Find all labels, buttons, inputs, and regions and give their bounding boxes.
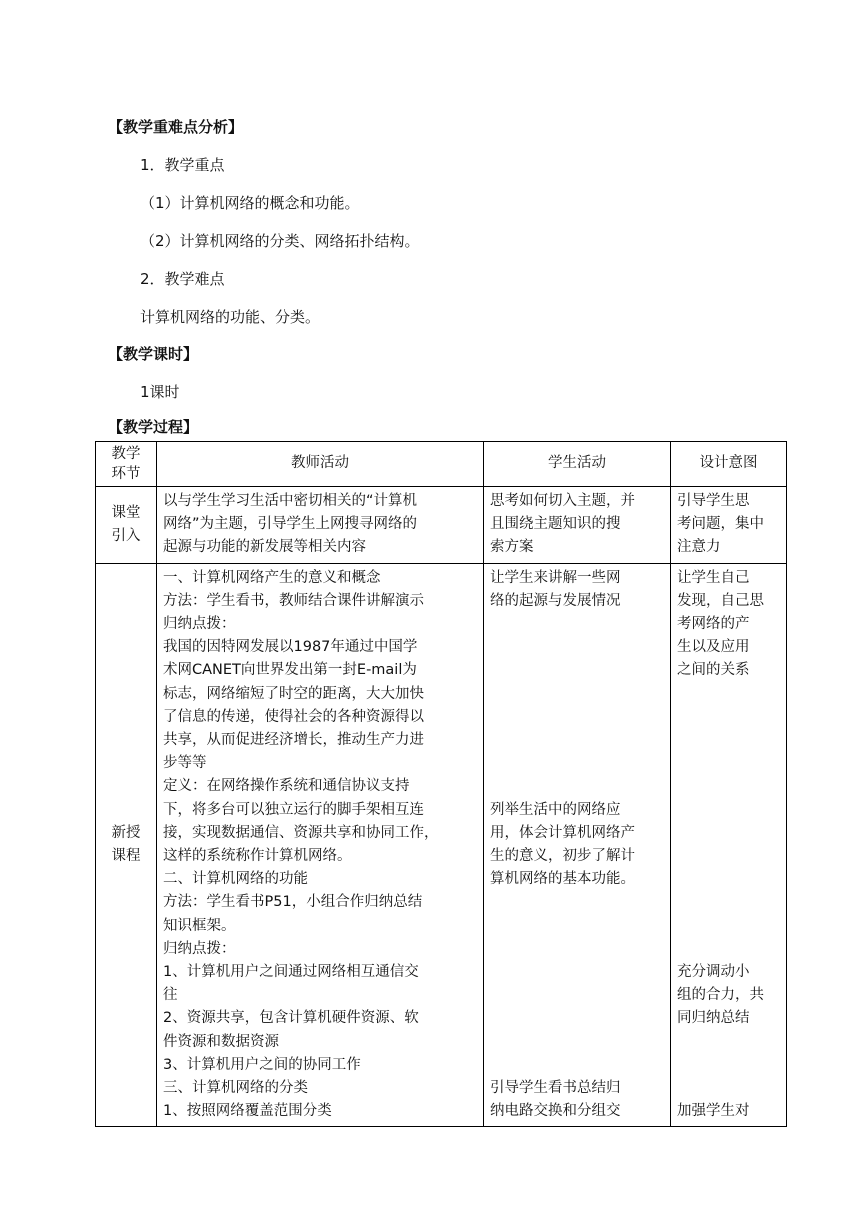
cell-line — [490, 1030, 664, 1053]
cell-line: 加强学生对 — [677, 1103, 750, 1120]
cell-line — [490, 659, 664, 682]
header-stage — [96, 442, 157, 487]
cell-line: 接，实现数据通信、资源共享和协同工作， — [163, 824, 439, 841]
cell-line: 发现，自己思 — [677, 592, 764, 609]
cell-line — [677, 1054, 780, 1077]
cell-line: 注意力 — [677, 539, 721, 556]
teacher-cell — [157, 487, 484, 564]
cell-line: 了信息的传递，使得社会的各种资源得以 — [163, 708, 424, 725]
cell-line: 归纳点拨： — [163, 616, 236, 633]
cell-line — [490, 938, 664, 961]
cell-line: 一、计算机网络产生的意义和概念 — [163, 569, 381, 586]
cell-line — [490, 775, 664, 798]
cell-line — [490, 752, 664, 775]
stage-cell — [96, 563, 157, 1127]
cell-line: 索方案 — [490, 539, 534, 556]
process-heading: 【教学过程】 — [108, 418, 199, 436]
cell-line: 考网络的产 — [677, 616, 750, 633]
cell-line: 2、资源共享，包含计算机硬件资源、软 — [163, 1010, 419, 1027]
cell-line — [677, 775, 780, 798]
cell-line — [490, 891, 664, 914]
cell-line — [490, 1054, 664, 1077]
cell-line — [677, 752, 780, 775]
cell-line — [677, 915, 780, 938]
cell-line: 让学生自己 — [677, 569, 750, 586]
cell-line: 引导学生思 — [677, 493, 750, 509]
cell-line: 起源与功能的新发展等相关内容 — [163, 539, 366, 556]
cell-line: 引导学生看书总结归 — [490, 1079, 621, 1096]
cell-line: 1、按照网络覆盖范围分类 — [163, 1103, 332, 1120]
cell-line: 共享，从而促进经济增长，推动生产力进 — [163, 732, 424, 749]
cell-line: 术网CANET向世界发出第一封E-mail为 — [163, 662, 417, 679]
stage-text: 课堂引入 — [111, 504, 141, 544]
cell-line: 定义：在网络操作系统和通信协议支持 — [163, 778, 410, 795]
cell-line: 方法：学生看书P51，小组合作归纳总结 — [163, 894, 423, 911]
cell-line — [677, 845, 780, 868]
cell-line — [677, 799, 780, 822]
cell-line — [677, 729, 780, 752]
intent-cell — [671, 563, 787, 1127]
cell-line — [490, 961, 664, 984]
class-hours-text: 1课时 — [140, 383, 180, 401]
cell-line — [677, 891, 780, 914]
cell-line: 这样的系统称作计算机网络。 — [163, 848, 352, 865]
cell-line: 生的意义，初步了解计 — [490, 847, 635, 864]
cell-line: 用，体会计算机网络产 — [490, 824, 635, 841]
cell-line: 下，将多台可以独立运行的脚手架相互连 — [163, 801, 424, 818]
cell-line: 件资源和数据资源 — [163, 1033, 279, 1050]
cell-line: 往 — [163, 987, 178, 1004]
key-point-1a: （1）计算机网络的概念和功能。 — [140, 194, 360, 212]
key-point-1b: （2）计算机网络的分类、网络拓扑结构。 — [140, 232, 420, 250]
cell-line — [677, 868, 780, 891]
cell-line: 3、计算机用户之间的协同工作 — [163, 1056, 361, 1073]
teacher-cell — [157, 563, 484, 1127]
cell-line — [677, 938, 780, 961]
cell-line: 之间的关系 — [677, 662, 750, 679]
cell-line — [490, 915, 664, 938]
cell-line: 以与学生学习生活中密切相关的“计算机 — [163, 493, 418, 509]
stage-text: 新授课程 — [111, 824, 141, 865]
key-point-2-text: 计算机网络的功能、分类。 — [140, 308, 321, 326]
cell-line: 组的合力，共 — [677, 987, 764, 1004]
cell-line: 纳电路交换和分组交 — [490, 1103, 621, 1120]
cell-line: 二、计算机网络的功能 — [163, 871, 308, 888]
cell-line: 让学生来讲解一些网 — [490, 569, 621, 586]
cell-line: 络的起源与发展情况 — [490, 592, 621, 609]
cell-line: 归纳点拨： — [163, 940, 236, 957]
cell-line: 网络”为主题，引导学生上网搜寻网络的 — [163, 516, 418, 533]
cell-line: 思考如何切入主题，并 — [490, 493, 635, 509]
cell-line — [677, 683, 780, 706]
cell-line: 考问题，集中 — [677, 516, 764, 533]
header-intent: 设计意图 — [671, 442, 787, 487]
header-teacher: 教师活动 — [157, 442, 484, 487]
header-student: 学生活动 — [484, 442, 671, 487]
cell-line — [677, 1077, 780, 1100]
teaching-process-table — [95, 441, 787, 1127]
cell-line: 生以及应用 — [677, 639, 750, 656]
class-hours-heading: 【教学课时】 — [108, 345, 199, 363]
cell-line: 标志，网络缩短了时空的距离，大大加快 — [163, 685, 424, 702]
cell-line: 方法：学生看书，教师结合课件讲解演示 — [163, 592, 424, 609]
cell-line: 我国的因特网发展以1987年通过中国学 — [163, 639, 418, 656]
intent-cell — [671, 487, 787, 564]
cell-line — [490, 1007, 664, 1030]
cell-line — [677, 706, 780, 729]
table-row — [96, 563, 787, 1127]
key-point-2-label: 2．教学难点 — [140, 270, 225, 288]
student-cell — [484, 487, 671, 564]
cell-line: 1、计算机用户之间通过网络相互通信交 — [163, 964, 419, 981]
stage-cell — [96, 487, 157, 564]
table-header-row — [96, 442, 787, 487]
cell-line — [677, 822, 780, 845]
cell-line: 同归纳总结 — [677, 1010, 750, 1027]
key-point-1-label: 1．教学重点 — [140, 156, 225, 174]
cell-line — [490, 706, 664, 729]
student-cell — [484, 563, 671, 1127]
cell-line — [490, 984, 664, 1007]
key-points-heading: 【教学重难点分析】 — [108, 118, 244, 136]
header-stage-text: 教学环节 — [111, 446, 141, 482]
cell-line — [677, 1030, 780, 1053]
cell-line: 三、计算机网络的分类 — [163, 1080, 308, 1097]
cell-line — [490, 729, 664, 752]
cell-line — [490, 683, 664, 706]
cell-line: 充分调动小 — [677, 963, 750, 980]
cell-line: 步等等 — [163, 755, 207, 772]
cell-line — [490, 636, 664, 659]
cell-line: 列举生活中的网络应 — [490, 801, 621, 818]
cell-line: 知识框架。 — [163, 917, 236, 934]
cell-line: 算机网络的基本功能。 — [490, 871, 635, 888]
cell-line — [490, 613, 664, 636]
table-row — [96, 487, 787, 564]
cell-line: 且围绕主题知识的搜 — [490, 516, 621, 533]
